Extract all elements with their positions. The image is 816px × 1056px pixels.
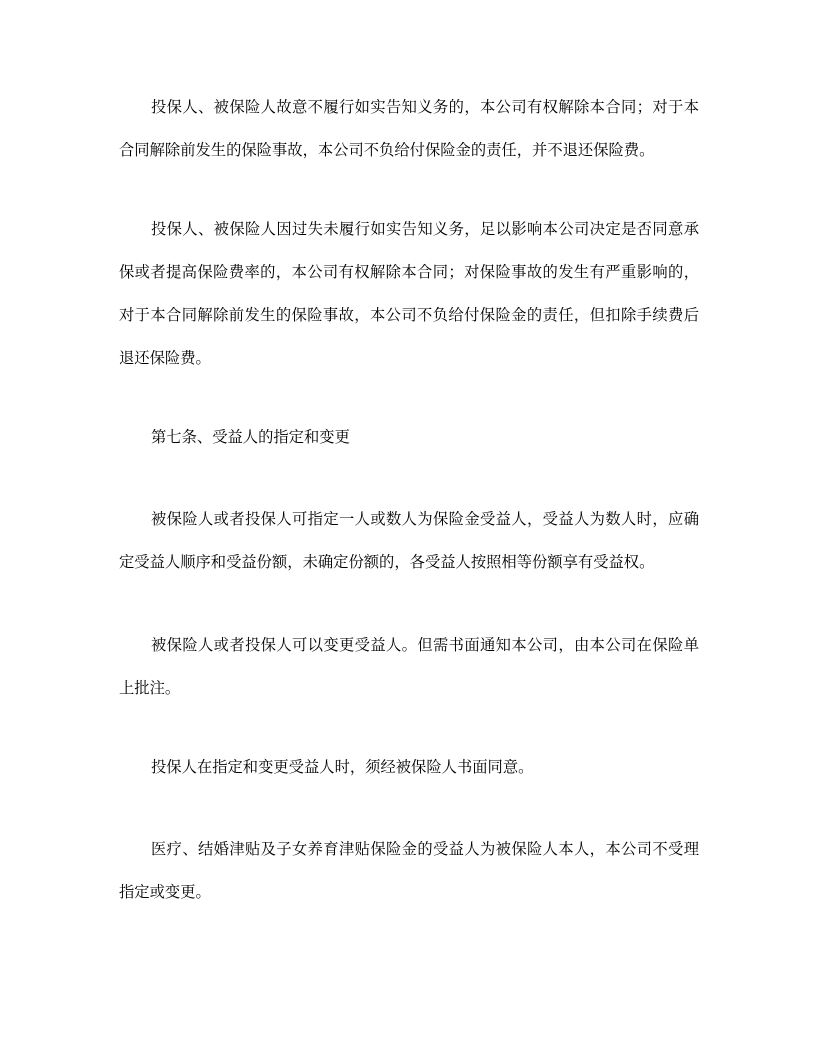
- paragraph-beneficiary-change: 被保险人或者投保人可以变更受益人。但需书面通知本公司，由本公司在保险单上批注。: [119, 636, 699, 697]
- paragraph-negligent-nondisclosure: 投保人、被保险人因过失未履行如实告知义务，足以影响本公司决定是否同意承保或者提高保险费率的，本公司有权解除本合同；对保险事故的发生有严重影响的，对于本合同解除前发生的保险事故，本公司不负给付保险金的责任，但扣除手续费后退还保险费。: [119, 220, 699, 367]
- paragraph-medical-allowance-beneficiary: 医疗、结婚津贴及子女养育津贴保险金的受益人为被保险人本人，本公司不受理指定或变更。: [119, 840, 699, 901]
- paragraph-insured-consent: 投保人在指定和变更受益人时，须经被保险人书面同意。: [151, 758, 534, 776]
- paragraph-beneficiary-designation: 被保险人或者投保人可指定一人或数人为保险金受益人，受益人为数人时，应确定受益人顺序和受益份额，未确定份额的，各受益人按照相等份额享有受益权。: [119, 510, 699, 571]
- section-heading-article-7: 第七条、受益人的指定和变更: [151, 428, 350, 446]
- paragraph-intentional-nondisclosure: 投保人、被保险人故意不履行如实告知义务的，本公司有权解除本合同；对于本合同解除前发生的保险事故，本公司不负给付保险金的责任，并不退还保险费。: [119, 98, 699, 159]
